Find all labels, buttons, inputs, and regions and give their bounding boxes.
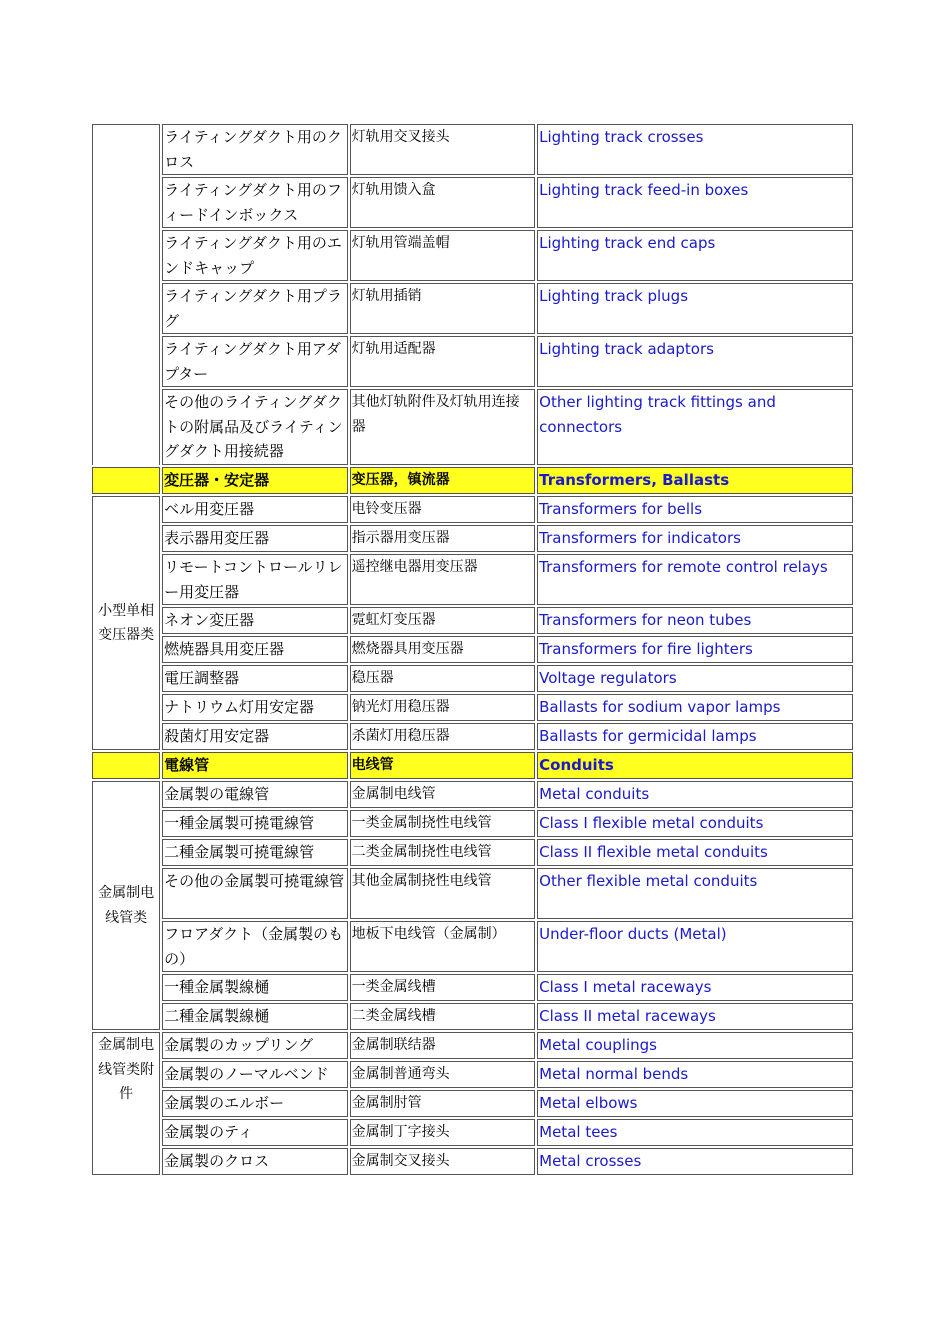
table-row (92, 1003, 853, 1030)
chinese-cell: 其他金属制挠性电线管 (350, 868, 535, 919)
japanese-cell: フロアダクト（金属製のもの） (162, 921, 347, 972)
japanese-cell: 金属製のクロス (162, 1148, 347, 1175)
english-cell: Lighting track feed-in boxes (537, 177, 853, 228)
category-cell (92, 124, 160, 465)
chinese-cell: 金属制联结器 (350, 1032, 535, 1059)
chinese-cell: 一类金属制挠性电线管 (350, 810, 535, 837)
japanese-cell: 殺菌灯用安定器 (162, 723, 347, 750)
japanese-cell: ナトリウム灯用安定器 (162, 694, 347, 721)
english-cell: Transformers for bells (537, 496, 853, 523)
section-category-cell (92, 752, 160, 779)
english-cell: Other lighting track fittings and connectors (537, 389, 853, 465)
section-category-cell (92, 467, 160, 494)
table-row (92, 665, 853, 692)
japanese-cell: その他のライティングダクトの附属品及びライティングダクト用接続器 (162, 389, 347, 465)
japanese-cell: ライティングダクト用のクロス (162, 124, 347, 175)
english-cell: Class II flexible metal conduits (537, 839, 853, 866)
table-row (92, 810, 853, 837)
english-cell: Under-floor ducts (Metal) (537, 921, 853, 972)
section-japanese-cell: 変圧器・安定器 (162, 467, 347, 494)
english-cell: Metal couplings (537, 1032, 853, 1059)
english-cell: Ballasts for sodium vapor lamps (537, 694, 853, 721)
chinese-cell: 金属制交叉接头 (350, 1148, 535, 1175)
document-page (92, 124, 855, 1177)
english-cell: Class I flexible metal conduits (537, 810, 853, 837)
chinese-cell: 指示器用变压器 (350, 525, 535, 552)
english-cell: Transformers for indicators (537, 525, 853, 552)
table-row (92, 868, 853, 919)
table-row (92, 1032, 853, 1059)
chinese-cell: 霓虹灯变压器 (350, 607, 535, 634)
table-row (92, 636, 853, 663)
japanese-cell: ベル用変圧器 (162, 496, 347, 523)
english-cell: Transformers for fire lighters (537, 636, 853, 663)
japanese-cell: 電圧調整器 (162, 665, 347, 692)
chinese-cell: 金属制丁字接头 (350, 1119, 535, 1146)
chinese-cell: 金属制电线管 (350, 781, 535, 808)
table-row (92, 525, 853, 552)
section-chinese-cell: 电线管 (350, 752, 535, 779)
table-row (92, 389, 853, 465)
table-row (92, 1119, 853, 1146)
chinese-cell: 钠光灯用稳压器 (350, 694, 535, 721)
table-row (92, 230, 853, 281)
chinese-cell: 灯轨用馈入盒 (350, 177, 535, 228)
japanese-cell: リモートコントロールリレー用変圧器 (162, 554, 347, 605)
table-row (92, 1090, 853, 1117)
japanese-cell: 金属製のティ (162, 1119, 347, 1146)
chinese-cell: 电铃变压器 (350, 496, 535, 523)
japanese-cell: ライティングダクト用プラグ (162, 283, 347, 334)
chinese-cell: 金属制普通弯头 (350, 1061, 535, 1088)
table-row (92, 554, 853, 605)
english-cell: Metal crosses (537, 1148, 853, 1175)
japanese-cell: 一種金属製可撓電線管 (162, 810, 347, 837)
category-cell: 金属制电线管类 (92, 781, 160, 1030)
table-row (92, 694, 853, 721)
category-cell: 金属制电线管类附件 (92, 1032, 160, 1175)
section-english-cell: Conduits (537, 752, 853, 779)
japanese-cell: 表示器用変圧器 (162, 525, 347, 552)
english-cell: Lighting track crosses (537, 124, 853, 175)
table-row (92, 177, 853, 228)
english-cell: Lighting track adaptors (537, 336, 853, 387)
japanese-cell: ライティングダクト用のエンドキャップ (162, 230, 347, 281)
chinese-cell: 其他灯轨附件及灯轨用连接器 (350, 389, 535, 465)
chinese-cell: 稳压器 (350, 665, 535, 692)
english-cell: Lighting track end caps (537, 230, 853, 281)
chinese-cell: 灯轨用适配器 (350, 336, 535, 387)
chinese-cell: 金属制肘管 (350, 1090, 535, 1117)
table-row (92, 921, 853, 972)
chinese-cell: 一类金属线槽 (350, 974, 535, 1001)
english-cell: Voltage regulators (537, 665, 853, 692)
table-row (92, 607, 853, 634)
japanese-cell: 金属製のカップリング (162, 1032, 347, 1059)
chinese-cell: 灯轨用管端盖帽 (350, 230, 535, 281)
japanese-cell: 金属製のノーマルベンド (162, 1061, 347, 1088)
english-cell: Metal normal bends (537, 1061, 853, 1088)
chinese-cell: 二类金属制挠性电线管 (350, 839, 535, 866)
table-row (92, 974, 853, 1001)
japanese-cell: 金属製のエルボー (162, 1090, 347, 1117)
chinese-cell: 灯轨用插销 (350, 283, 535, 334)
table-row (92, 283, 853, 334)
english-cell: Metal conduits (537, 781, 853, 808)
chinese-cell: 灯轨用交叉接头 (350, 124, 535, 175)
japanese-cell: 一種金属製線樋 (162, 974, 347, 1001)
japanese-cell: 金属製の電線管 (162, 781, 347, 808)
english-cell: Ballasts for germicidal lamps (537, 723, 853, 750)
english-cell: Class II metal raceways (537, 1003, 853, 1030)
chinese-cell: 燃烧器具用变压器 (350, 636, 535, 663)
english-cell: Class I metal raceways (537, 974, 853, 1001)
japanese-cell: ライティングダクト用のフィードインボックス (162, 177, 347, 228)
english-cell: Transformers for remote control relays (537, 554, 853, 605)
table-row (92, 496, 853, 523)
section-japanese-cell: 電線管 (162, 752, 347, 779)
english-cell: Lighting track plugs (537, 283, 853, 334)
japanese-cell: 二種金属製可撓電線管 (162, 839, 347, 866)
japanese-cell: その他の金属製可撓電線管 (162, 868, 347, 919)
table-row (92, 723, 853, 750)
chinese-cell: 地板下电线管（金属制） (350, 921, 535, 972)
category-cell: 小型单相变压器类 (92, 496, 160, 750)
japanese-cell: ライティングダクト用アダプター (162, 336, 347, 387)
table-row (92, 336, 853, 387)
section-header-row (92, 467, 853, 494)
japanese-cell: 燃焼器具用変圧器 (162, 636, 347, 663)
chinese-cell: 遥控继电器用变压器 (350, 554, 535, 605)
english-cell: Metal elbows (537, 1090, 853, 1117)
table-row (92, 781, 853, 808)
product-table (90, 122, 855, 1177)
table-row (92, 1061, 853, 1088)
japanese-cell: 二種金属製線樋 (162, 1003, 347, 1030)
section-chinese-cell: 变压器，镇流器 (350, 467, 535, 494)
japanese-cell: ネオン変圧器 (162, 607, 347, 634)
chinese-cell: 二类金属线槽 (350, 1003, 535, 1030)
table-row (92, 124, 853, 175)
section-english-cell: Transformers, Ballasts (537, 467, 853, 494)
table-row (92, 1148, 853, 1175)
english-cell: Other flexible metal conduits (537, 868, 853, 919)
english-cell: Transformers for neon tubes (537, 607, 853, 634)
chinese-cell: 杀菌灯用稳压器 (350, 723, 535, 750)
table-row (92, 839, 853, 866)
section-header-row (92, 752, 853, 779)
english-cell: Metal tees (537, 1119, 853, 1146)
